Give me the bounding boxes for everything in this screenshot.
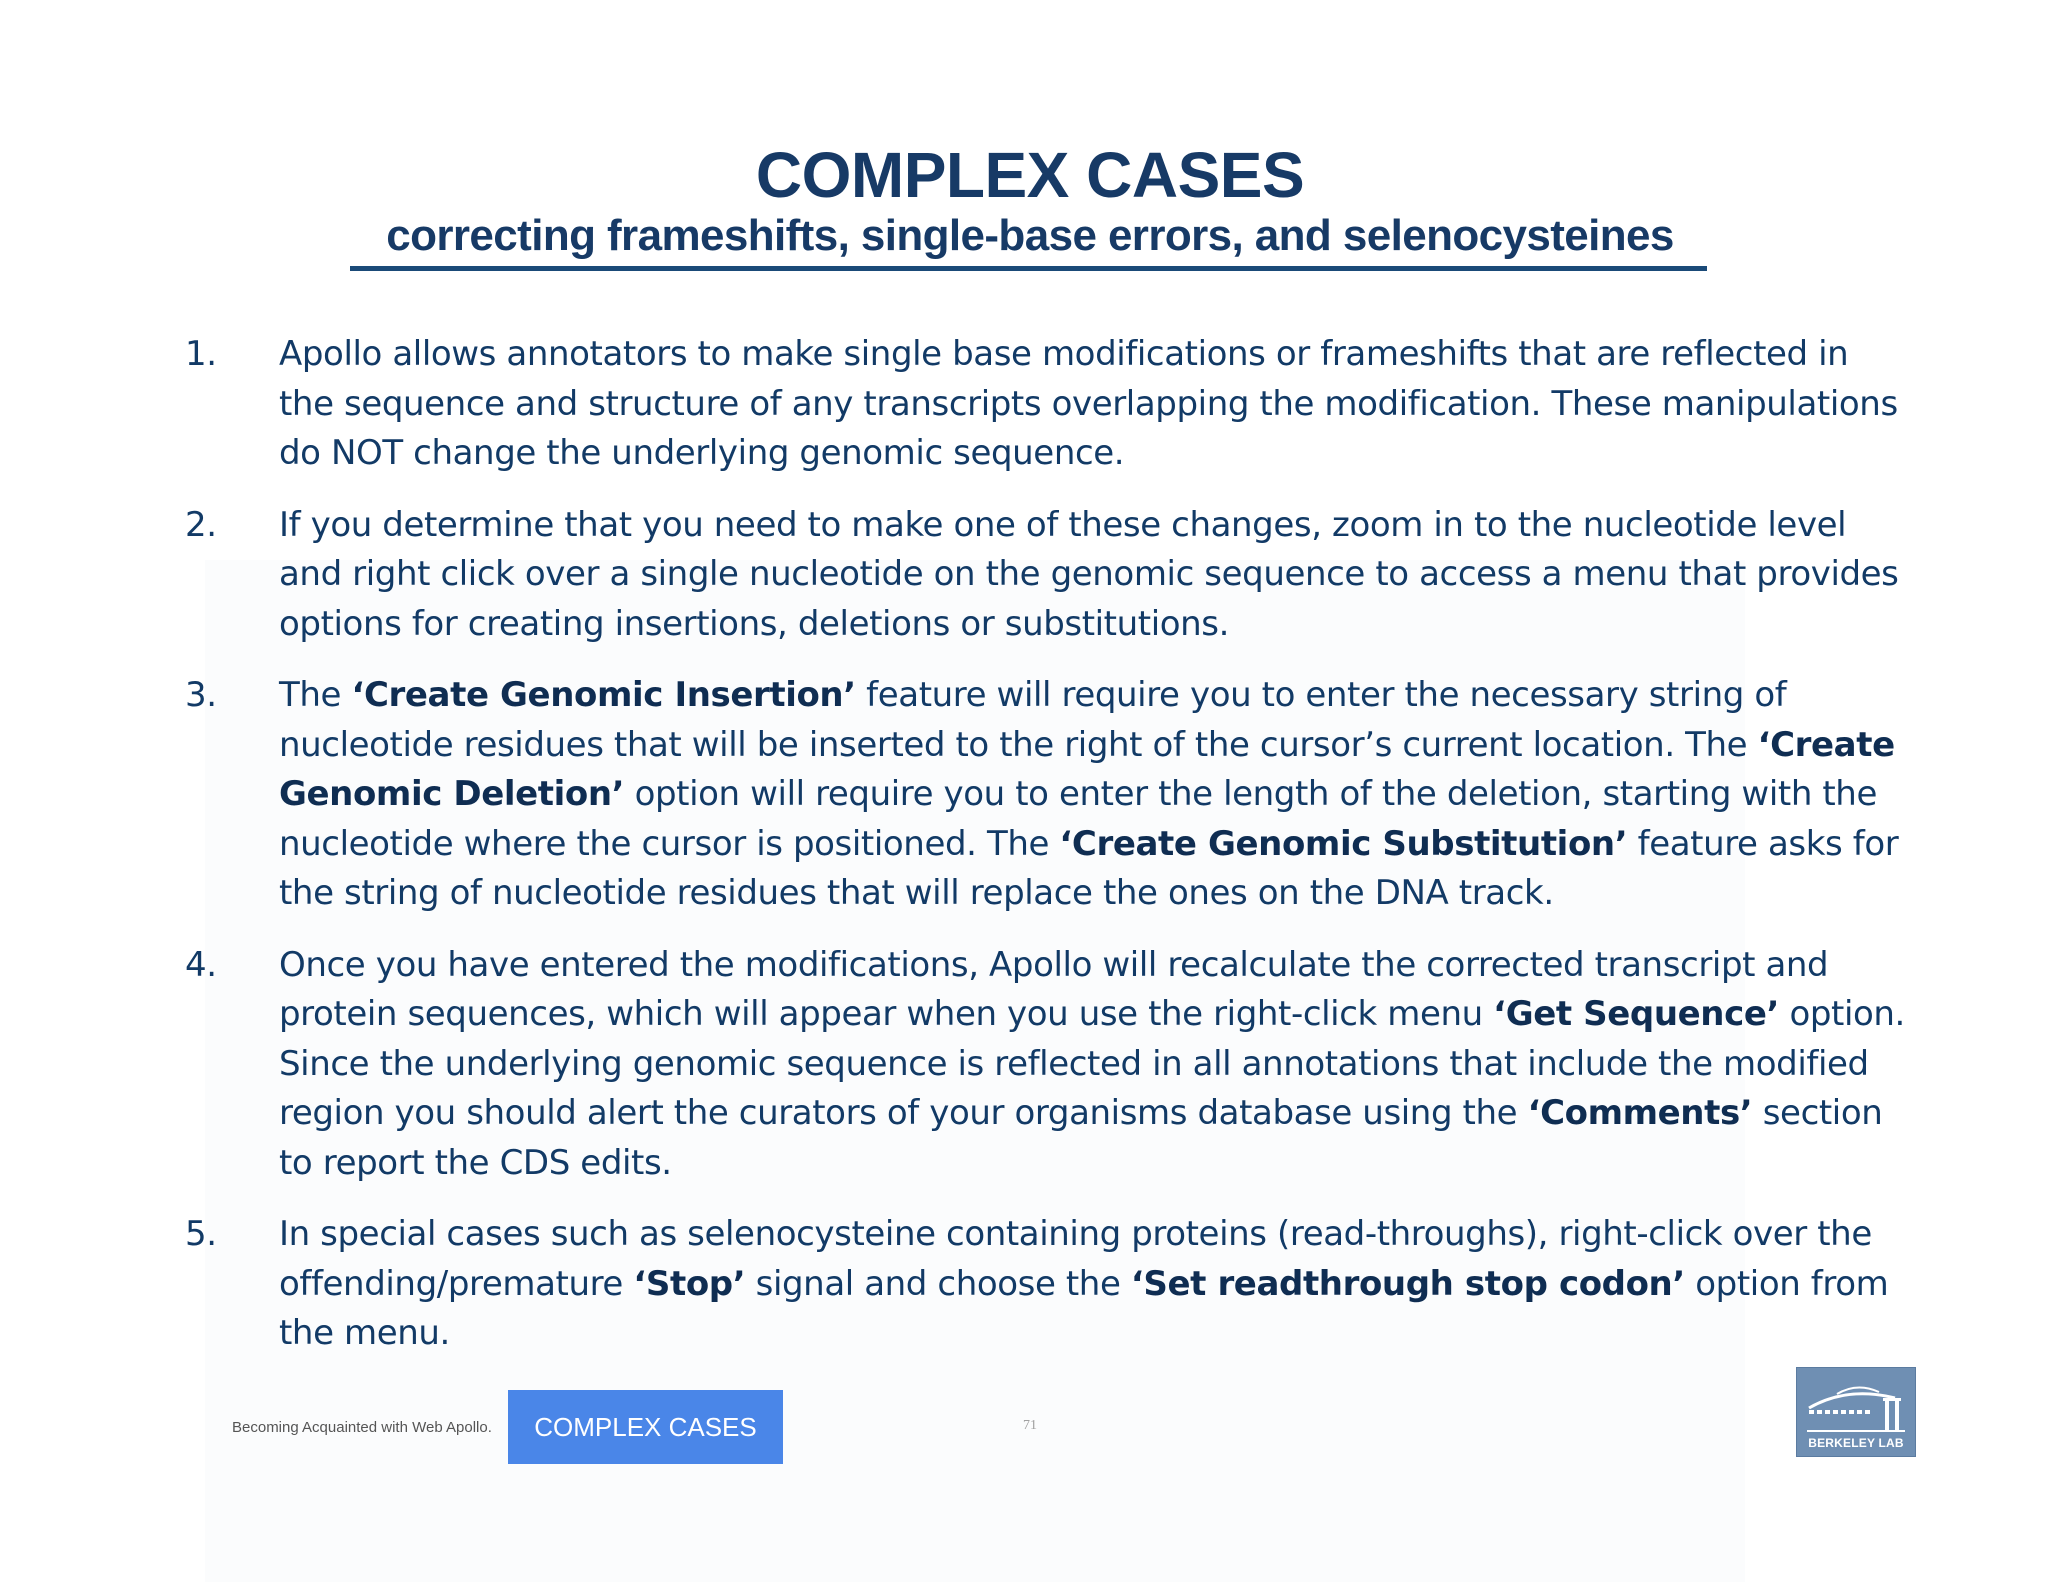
list-item-text: In special cases such as selenocysteine containing proteins (read-throughs), right-click over the offending/premature bbox=[279, 1214, 1872, 1304]
berkeley-lab-logo bbox=[1796, 1367, 1916, 1457]
list-item-text: Apollo allows annotators to make single base modifications or frameshifts that are reflected in the sequence and structure of any transcripts overlapping the modification. These manipulations do NOT change the underlying genomic sequence. bbox=[279, 334, 1898, 473]
page-number: 71 bbox=[1023, 1418, 1037, 1433]
emphasized-option-name: ‘Create Genomic Deletion’ bbox=[279, 724, 1895, 814]
emphasized-option-name: ‘Comments’ bbox=[1527, 1093, 1753, 1133]
list-item-number: 4. bbox=[185, 944, 217, 985]
title-block bbox=[350, 140, 1710, 262]
list-item-text: option will require you to enter the length of the deletion, starting with the nucleotide where the cursor is positioned. The bbox=[279, 774, 1877, 864]
complex-cases-button[interactable]: COMPLEX CASES bbox=[508, 1390, 783, 1464]
instruction-list bbox=[185, 330, 1905, 1381]
list-item-number: 2. bbox=[185, 504, 217, 545]
list-item-number: 1. bbox=[185, 334, 217, 374]
list-item-4 bbox=[185, 941, 1905, 1189]
list-item-text: If you determine that you need to make one of these changes, zoom in to the nucleotide level and right click over a single nucleotide on the genomic sequence to access a menu that provides options for creating insertions, deletions or substitutions. bbox=[279, 504, 1899, 644]
list-item-3 bbox=[185, 671, 1905, 919]
footer-caption: Becoming Acquainted with Web Apollo. bbox=[232, 1419, 492, 1436]
list-item-text: option from the menu. bbox=[279, 1263, 1889, 1353]
emphasized-option-name: ‘Create Genomic Insertion’ bbox=[351, 675, 856, 715]
list-item-text: The bbox=[279, 675, 352, 715]
list-item-text: feature will require you to enter the necessary string of nucleotide residues that will be inserted to the right of the cursor’s current location. The bbox=[279, 675, 1787, 765]
list-item-text: option. Since the underlying genomic sequence is reflected in all annotations that include the modified region you should alert the curators of your organisms database using the bbox=[279, 994, 1905, 1133]
list-item-1 bbox=[185, 330, 1905, 479]
emphasized-option-name: ‘Create Genomic Substitution’ bbox=[1059, 823, 1628, 864]
emphasized-option-name: ‘Set readthrough stop codon’ bbox=[1130, 1263, 1685, 1304]
list-item-number: 5. bbox=[185, 1214, 217, 1254]
list-item-text: Once you have entered the modifications, Apollo will recalculate the corrected transcript and protein sequences, which will appear when you use the right-click menu bbox=[279, 944, 1829, 1034]
title-divider bbox=[350, 266, 1707, 271]
list-item-number: 3. bbox=[185, 675, 217, 715]
emphasized-option-name: ‘Get Sequence’ bbox=[1493, 994, 1780, 1034]
page-title: COMPLEX CASES bbox=[755, 139, 1305, 211]
list-item-5 bbox=[185, 1210, 1905, 1359]
list-item-2 bbox=[185, 501, 1905, 650]
emphasized-option-name: ‘Stop’ bbox=[633, 1263, 746, 1304]
page-subtitle: correcting frameshifts, single-base errors, and selenocysteines bbox=[386, 211, 1674, 260]
logo-text: BERKELEY LAB bbox=[1808, 1436, 1904, 1450]
list-item-text: section to report the CDS edits. bbox=[279, 1093, 1883, 1183]
list-item-text: feature asks for the string of nucleotide residues that will replace the ones on the DNA track. bbox=[279, 823, 1899, 913]
list-item-text: signal and choose the bbox=[745, 1263, 1131, 1304]
